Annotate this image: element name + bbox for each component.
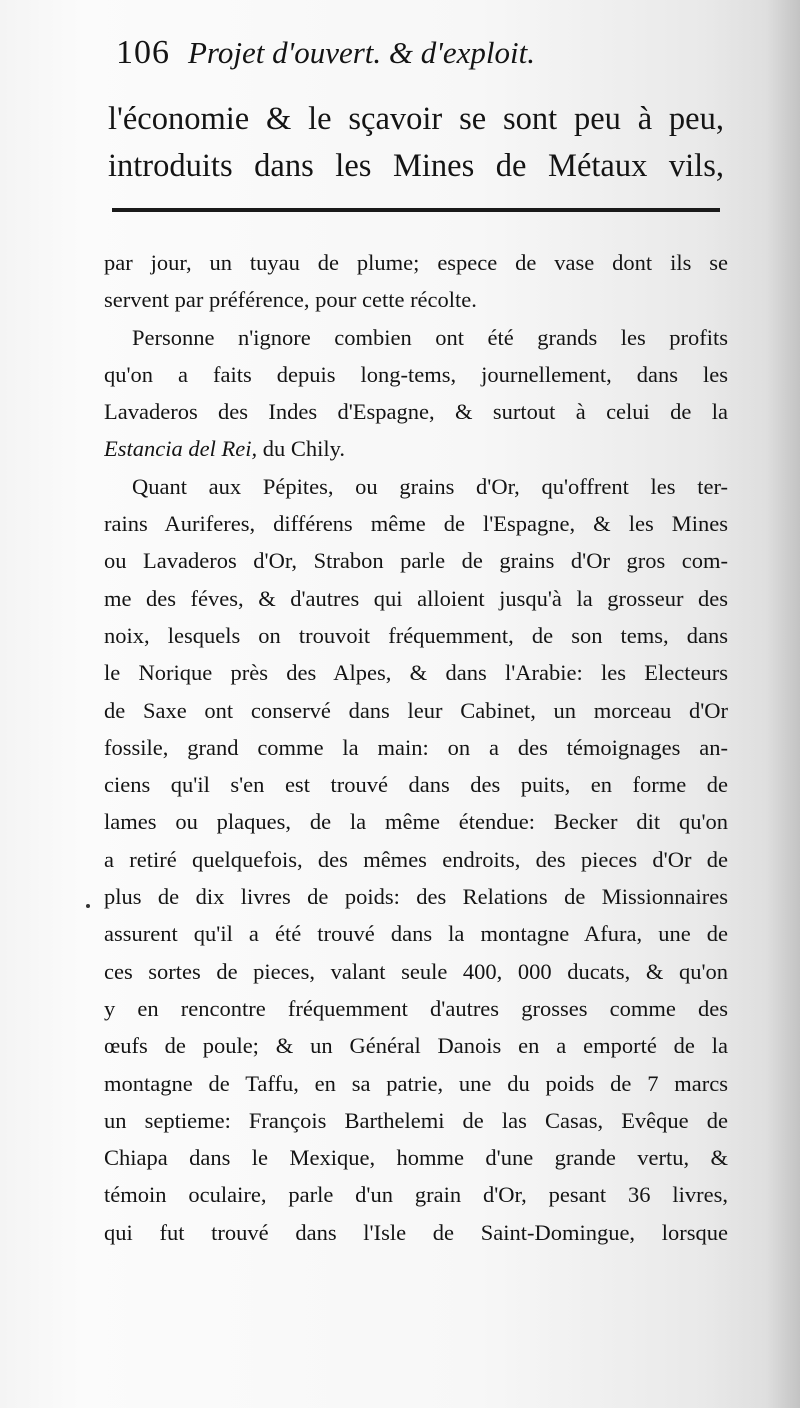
text-line [104,430,728,467]
running-head [116,34,726,86]
text-line: Personne n'ignore combien ont été grands les profits [132,324,728,350]
italic-phrase: Estancia del Rei, [104,436,258,462]
text-line: me des féves, & d'autres qui alloient jusqu'à la grosseur des [104,585,728,611]
text-line: le Norique près des Alpes, & dans l'Arabie: les Electeurs [104,660,728,686]
text-line: Chiapa dans le Mexique, homme d'une grande vertu, & [104,1145,728,1171]
text-line: servent par préférence, pour cette récolte. [104,287,477,313]
text-line: de Saxe ont conservé dans leur Cabinet, un morceau d'Or [104,697,728,723]
text-line: qu'on a faits depuis long-tems, journellement, dans les [104,361,728,387]
upper-text-line: introduits dans les Mines de Métaux vils, [108,148,724,184]
page-number: 106 [116,34,170,71]
text-line: lames ou plaques, de la même étendue: Becker dit qu'on [104,809,728,835]
text-line: fossile, grand comme la main: on a des témoignages an- [104,734,728,760]
page-edge-shadow [766,0,800,1408]
running-title: Projet d'ouvert. & d'exploit. [188,35,536,70]
text-line: par jour, un tuyau de plume; espece de vase dont ils se [104,250,728,275]
text-line: rains Auriferes, différens même de l'Espagne, & les Mines [104,511,728,537]
text-line: qui fut trouvé dans l'Isle de Saint-Domingue, lorsque [104,1219,728,1245]
text-line: Quant aux Pépites, ou grains d'Or, qu'offrent les ter- [132,473,728,499]
text-line: ciens qu'il s'en est trouvé dans des puits, en forme de [104,772,728,798]
body-text-block [104,244,728,1251]
text-line: œufs de poule; & un Général Danois en a emporté de la [104,1033,728,1059]
text-line: noix, lesquels on trouvoit fréquemment, de son tems, dans [104,622,728,648]
upper-text-line: l'économie & le sçavoir se sont peu à peu, [108,101,724,137]
text-line: montagne de Taffu, en sa patrie, une du poids de 7 marcs [104,1070,728,1096]
text-line: a retiré quelquefois, des mêmes endroits, des pieces d'Or de [104,846,728,872]
text-line: Lavaderos des Indes d'Espagne, & surtout à celui de la [104,399,728,425]
horizontal-rule [112,208,720,212]
text-line: ou Lavaderos d'Or, Strabon parle de grains d'Or gros com- [104,548,728,574]
text-line: un septieme: François Barthelemi de las Casas, Evêque de [104,1107,728,1133]
text-line: assurent qu'il a été trouvé dans la montagne Afura, une de [104,921,728,947]
text-line: ces sortes de pieces, valant seule 400, 000 ducats, & qu'on [104,958,728,984]
text-line: témoin oculaire, parle d'un grain d'Or, pesant 36 livres, [104,1182,728,1208]
text-line: y en rencontre fréquemment d'autres grosses comme des [104,995,728,1021]
text-line-rest: du Chily. [262,436,346,462]
upper-text-block [108,96,724,190]
text-line: plus de dix livres de poids: des Relations de Missionnaires [104,884,728,910]
margin-dot [86,904,90,908]
